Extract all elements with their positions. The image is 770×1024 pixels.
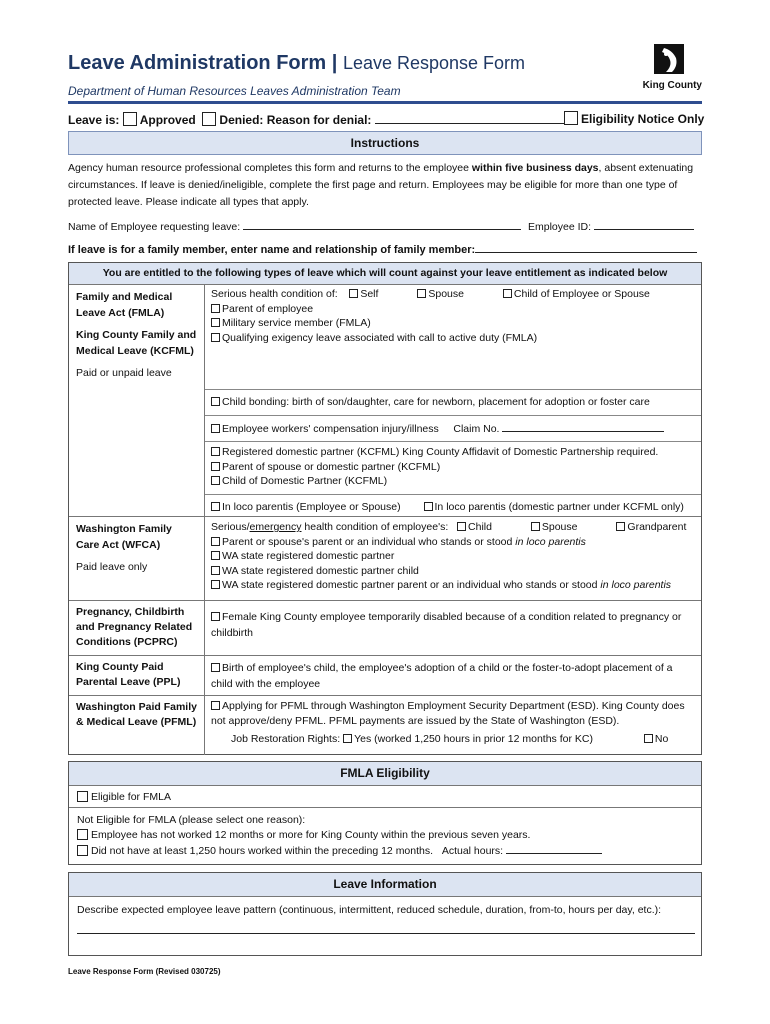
loco-partner-checkbox[interactable] [424, 502, 433, 511]
self-checkbox[interactable] [349, 289, 358, 298]
wfca-parent-label: Parent or spouse's parent or an individual who stands or stood [222, 535, 516, 548]
job-yes-checkbox[interactable] [343, 734, 352, 743]
ppl-checkbox[interactable] [211, 663, 220, 672]
wfca-parent-checkbox[interactable] [211, 537, 220, 546]
fmla-label-cell [69, 285, 205, 516]
pcprc-label-cell [69, 601, 205, 656]
rdp-parent-checkbox[interactable] [211, 462, 220, 471]
loco-employee-label: In loco parentis (Employee or Spouse) [222, 501, 401, 513]
actual-hours-label: Actual hours: [441, 845, 504, 857]
bonding-line [205, 389, 701, 415]
family-member-field[interactable] [475, 240, 697, 253]
rdp-label: Registered domestic partner (KCFML) King County Affidavit of Domestic Partnership required. [222, 446, 659, 458]
rdp-child-label: Child of Domestic Partner (KCFML) [222, 475, 388, 487]
wfca-options [205, 517, 701, 601]
ppl-row [69, 655, 701, 696]
pfml-row [69, 695, 701, 755]
leave-information-section [68, 872, 702, 956]
denied-checkbox[interactable] [202, 112, 216, 126]
job-no-checkbox[interactable] [644, 734, 653, 743]
employee-name-field[interactable] [243, 218, 521, 230]
self-label: Self [360, 288, 379, 300]
employee-id-label: Employee ID: [528, 221, 592, 233]
header-rule [68, 101, 702, 104]
pfml-label: Washington Paid Family & Medical Leave (PFML) [76, 701, 197, 728]
pfml-checkbox[interactable] [211, 701, 220, 710]
workers-comp-label: Employee workers' compensation injury/illness [222, 423, 439, 435]
employee-id-row [528, 218, 694, 233]
not-eligible-label: Not Eligible for FMLA (please select one reason): [77, 814, 306, 826]
pcprc-text: Female King County employee temporarily disabled because of a condition related to pregnancy or childbirth [211, 611, 682, 639]
wfca-note: Paid leave only [76, 561, 148, 573]
rdp-checkbox[interactable] [211, 447, 220, 456]
entitlement-table [68, 262, 702, 755]
wfca-rdp-checkbox[interactable] [211, 551, 220, 560]
ppl-label-cell [69, 656, 205, 696]
reason2-checkbox[interactable] [77, 845, 88, 856]
denied-label: Denied: Reason for denial: [219, 113, 372, 127]
pcprc-label: Pregnancy, Childbirth and Pregnancy Related Conditions (PCPRC) [76, 606, 193, 648]
family-member-label: If leave is for a family member, enter name and relationship of family member: [68, 244, 476, 256]
wfca-rdp-child-checkbox[interactable] [211, 566, 220, 575]
ppl-label: King County Paid Parental Leave (PPL) [76, 661, 181, 688]
eligible-checkbox[interactable] [77, 791, 88, 802]
fmla-eligibility-section [68, 761, 702, 865]
military-label: Military service member (FMLA) [222, 317, 371, 329]
page-title [68, 52, 525, 75]
title-separator: | [331, 52, 338, 74]
fmla-block-1 [205, 285, 701, 389]
job-restoration-line [211, 732, 695, 747]
wfca-parent-italic: in loco parentis [515, 535, 586, 548]
employee-name-label: Name of Employee requesting leave: [68, 221, 241, 233]
eligible-line [77, 791, 171, 803]
title-rest: Leave Response Form [342, 53, 526, 73]
subtitle: Department of Human Resources Leaves Administration Team [68, 84, 401, 98]
wfca-spouse-checkbox[interactable] [531, 522, 540, 531]
wfca-lead-a: Serious/ [211, 521, 250, 533]
king-county-logo-icon [638, 42, 702, 76]
loco-employee-checkbox[interactable] [211, 502, 220, 511]
reason2-label: Did not have at least 1,250 hours worked within the preceding 12 months. [91, 845, 434, 857]
job-yes-label: Yes (worked 1,250 hours in prior 12 months for KC) [354, 733, 593, 745]
fmla-row [69, 285, 701, 516]
reason1-checkbox[interactable] [77, 829, 88, 840]
pfml-label-cell [69, 696, 205, 755]
eligibility-divider [69, 807, 701, 808]
wfca-grandparent-label: Grandparent [627, 521, 687, 533]
fmla-eligibility-heading: FMLA Eligibility [69, 762, 701, 786]
pfml-options [205, 696, 701, 755]
approved-checkbox[interactable] [123, 112, 137, 126]
wfca-lead-b: health condition of employee's: [301, 521, 449, 533]
job-restoration-label: Job Restoration Rights: [231, 733, 341, 745]
wfca-row [69, 516, 701, 601]
pcprc-row [69, 600, 701, 656]
workers-comp-line [205, 415, 701, 441]
eligibility-label: Eligibility Notice Only [581, 112, 705, 126]
logo-text: King County [642, 80, 702, 91]
leave-information-heading: Leave Information [69, 873, 701, 897]
wfca-spouse-label: Spouse [541, 521, 578, 533]
workers-comp-checkbox[interactable] [211, 424, 220, 433]
eligible-label: Eligible for FMLA [91, 791, 171, 803]
pfml-text: Applying for PFML through Washington Employment Security Department (ESD). King County does not approve/deny PFML. PFML payments are issued by the State of Washington (ESD). [211, 700, 685, 727]
parent-checkbox[interactable] [211, 304, 220, 313]
entitlement-heading: You are entitled to the following types of leave which will count against your leave entitlement as indicated below [69, 263, 701, 285]
pcprc-checkbox[interactable] [211, 612, 220, 621]
instructions-p1: Agency human resource professional completes this form and returns to the employee [68, 162, 472, 174]
serious-condition-label: Serious health condition of: [211, 288, 338, 300]
wfca-label: Washington Family Care Act (WFCA) [76, 523, 172, 551]
job-no-label: No [654, 733, 669, 745]
loco-partner-label: In loco parentis (domestic partner under KCFML only) [434, 501, 684, 513]
parent-label: Parent of employee [222, 302, 314, 315]
wfca-grandparent-checkbox[interactable] [616, 522, 625, 531]
child-label: Child of Employee or Spouse [513, 288, 650, 300]
eligibility-notice [564, 111, 704, 126]
claim-number-field[interactable] [502, 421, 664, 432]
footer-revision: Leave Response Form (Revised 030725) [68, 967, 221, 976]
wfca-rdp-parent-checkbox[interactable] [211, 580, 220, 589]
reason1-label: Employee has not worked 12 months or more for King County within the previous seven years. [91, 829, 531, 841]
ppl-options [205, 656, 701, 696]
denial-reason-field[interactable] [375, 111, 567, 124]
military-checkbox[interactable] [211, 318, 220, 327]
family-member-row [68, 240, 702, 256]
actual-hours-field[interactable] [506, 843, 602, 854]
rdp-child-checkbox[interactable] [211, 476, 220, 485]
kcfml-label: King County Family and Medical Leave (KCFML) [76, 329, 197, 357]
wfca-child-label: Child [468, 521, 492, 533]
instructions-p2: , absent extenuating circumstances. If leave is denied/ineligible, complete the first page and return. Employees may be eligible for more than one type of protected leave. Please indicate all types that apply. [68, 162, 694, 208]
ppl-text: Birth of employee's child, the employee's adoption of a child or the foster-to-adopt placement of a child with the employee [211, 662, 673, 690]
status-lead: Leave is: [68, 113, 120, 127]
king-county-logo [638, 42, 702, 90]
domestic-partner-block [205, 441, 701, 494]
wfca-lead-u: emergency [249, 521, 302, 533]
wfca-child-checkbox[interactable] [457, 522, 466, 531]
wfca-rdp-parent-italic: in loco parentis [600, 579, 672, 591]
fmla-note: Paid or unpaid leave [76, 367, 172, 379]
pcprc-options [205, 601, 701, 656]
wfca-rdp-label: WA state registered domestic partner [222, 550, 395, 562]
wfca-label-cell [69, 517, 205, 601]
title-bold: Leave Administration Form [68, 52, 327, 74]
bonding-checkbox[interactable] [211, 397, 220, 406]
instructions-deadline: within five business days [471, 162, 599, 174]
leave-pattern-label: Describe expected employee leave pattern (continuous, intermittent, reduced schedule, duration, from-to, hours per day, etc.): [77, 904, 662, 916]
exigency-label: Qualifying exigency leave associated with call to active duty (FMLA) [222, 331, 538, 344]
not-eligible-block [77, 813, 602, 859]
spouse-label: Spouse [428, 288, 464, 300]
child-checkbox[interactable] [503, 289, 512, 298]
rdp-parent-label: Parent of spouse or domestic partner (KCFML) [222, 460, 441, 473]
eligibility-checkbox[interactable] [564, 111, 578, 125]
fmla-label: Family and Medical Leave Act (FMLA) [76, 291, 173, 319]
wfca-rdp-parent-label: WA state registered domestic partner parent or an individual who stands or stood [222, 579, 601, 591]
spouse-checkbox[interactable] [417, 289, 426, 298]
wfca-rdp-child-label: WA state registered domestic partner child [222, 564, 419, 577]
exigency-checkbox[interactable] [211, 333, 220, 342]
fmla-options [205, 285, 701, 516]
claim-label: Claim No. [453, 423, 500, 435]
employee-id-field[interactable] [594, 218, 694, 230]
bonding-label: Child bonding: birth of son/daughter, care for newborn, placement for adoption or foster care [222, 396, 650, 408]
instructions-text [68, 160, 702, 211]
approved-label: Approved [139, 113, 196, 127]
instructions-heading: Instructions [68, 131, 702, 155]
leave-pattern-field[interactable] [77, 933, 695, 934]
